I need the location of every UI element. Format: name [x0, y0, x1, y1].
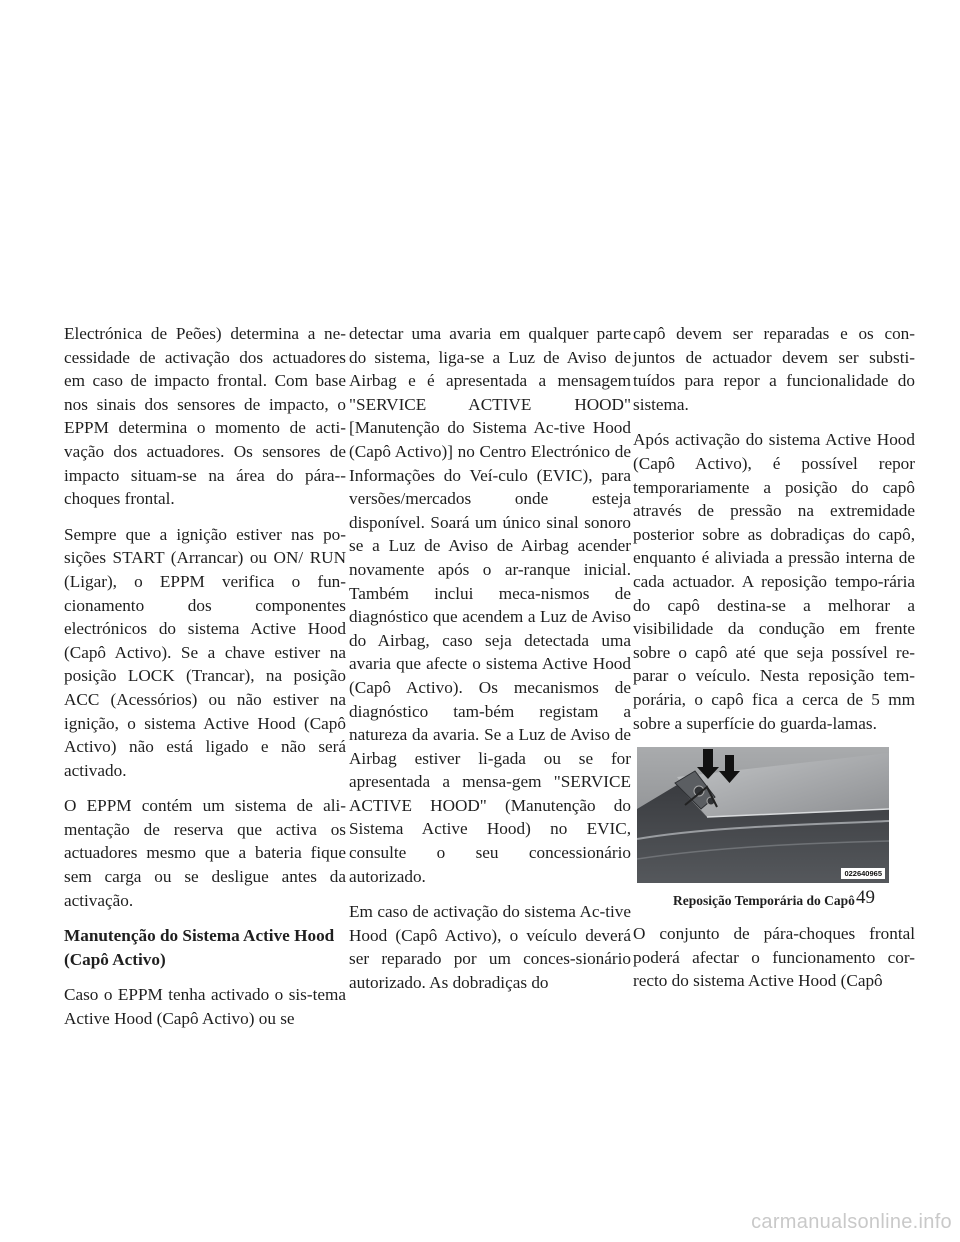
paragraph: detectar uma avaria em qualquer parte do sistema, liga-se a Luz de Aviso de Airbag e é apresentada a mensagem "SERVICE ACTIVE HOOD" [Manutenção do Sistema Ac-tive Hood (Capô Activo)] no Centro Electrónico de Informações do Veí-culo (EVIC), para versões/mercados onde esteja disponível. Soará um único sinal sonoro se a Luz de Aviso de Airbag acender novamente após o ar-ranque inicial. Também inclui meca-nismos de diagnóstico que acendem a Luz de Aviso do Airbag, caso seja detectada uma avaria que afecte o sistema Active Hood (Capô Activo). Os mecanismos de diagnóstico tam-bém registam a natureza da avaria. Se a Luz de Aviso de Airbag estiver li-gada ou se for apresentada a mensa-gem "SERVICE ACTIVE HOOD" (Manutenção do Sistema Active Hood) no EVIC, consulte o seu concessionário autorizado. [349, 324, 631, 886]
figure-caption: Reposição Temporária do Capô [673, 893, 855, 909]
paragraph: capô devem ser reparadas e os con-juntos de actuador devem ser substi-tuídos para repor a funcionalidade do sistema. [633, 324, 915, 414]
text-column-2 [349, 322, 631, 1007]
paragraph: Após activação do sistema Active Hood (Capô Activo), é possível repor temporariamente a posição do capô através de pressão na extremidade posterior sobre as dobradiças do capô, enquanto é aliviada a pressão interna de cada actuador. A reposição tempo-rária do capô destina-se a melhorar a visibilidade da condução em frente sobre o capô até que seja possível re-parar o veículo. Nesta reposição tem-porária, o capô fica a cerca de 5 mm sobre a superfície do guarda-lamas. [633, 430, 915, 733]
hood-hinge-illustration [637, 747, 889, 883]
paragraph: O EPPM contém um sistema de ali-mentação de reserva que activa os actuadores mesmo que a bateria fique sem carga ou se desligue antes da activação. [64, 796, 346, 910]
paragraph: O conjunto de pára-choques frontal poderá afectar o funcionamento cor-recto do sistema Active Hood (Capô [633, 924, 915, 991]
paragraph: Sempre que a ignição estiver nas po-sições START (Arrancar) ou ON/ RUN (Ligar), o EPPM verifica o fun-cionamento dos componentes electrónicos do sistema Active Hood (Capô Activo). Se a chave estiver na posição LOCK (Trancar), na posição ACC (Acessórios) ou não estiver na ignição, o sistema Active Hood (Capô Activo) não está ligado e não será activado. [64, 524, 346, 780]
text-column-1 [64, 322, 346, 1043]
hood-reset-figure [637, 747, 889, 883]
paragraph: Caso o EPPM tenha activado o sis-tema Active Hood (Capô Activo) ou se [64, 985, 346, 1029]
page-number: 49 [856, 887, 875, 908]
watermark: carmanualsonline.info [751, 1211, 952, 1233]
paragraph: Electrónica de Peões) determina a ne-cessidade de activação dos actuadores em caso de impacto frontal. Com base nos sinais dos sensores de impacto, o EPPM determina o momento de acti-vação dos actuadores. Os sensores de impacto situam-se na área do pára--choques frontal. [64, 324, 346, 509]
figure-id-label: 022640965 [841, 868, 885, 879]
paragraph: Em caso de activação do sistema Ac-tive Hood (Capô Activo), o veículo deverá ser reparado por um conces-sionário autorizado. As dobradiças do [349, 902, 631, 993]
section-heading: Manutenção do Sistema Active Hood (Capô Activo) [64, 926, 335, 969]
